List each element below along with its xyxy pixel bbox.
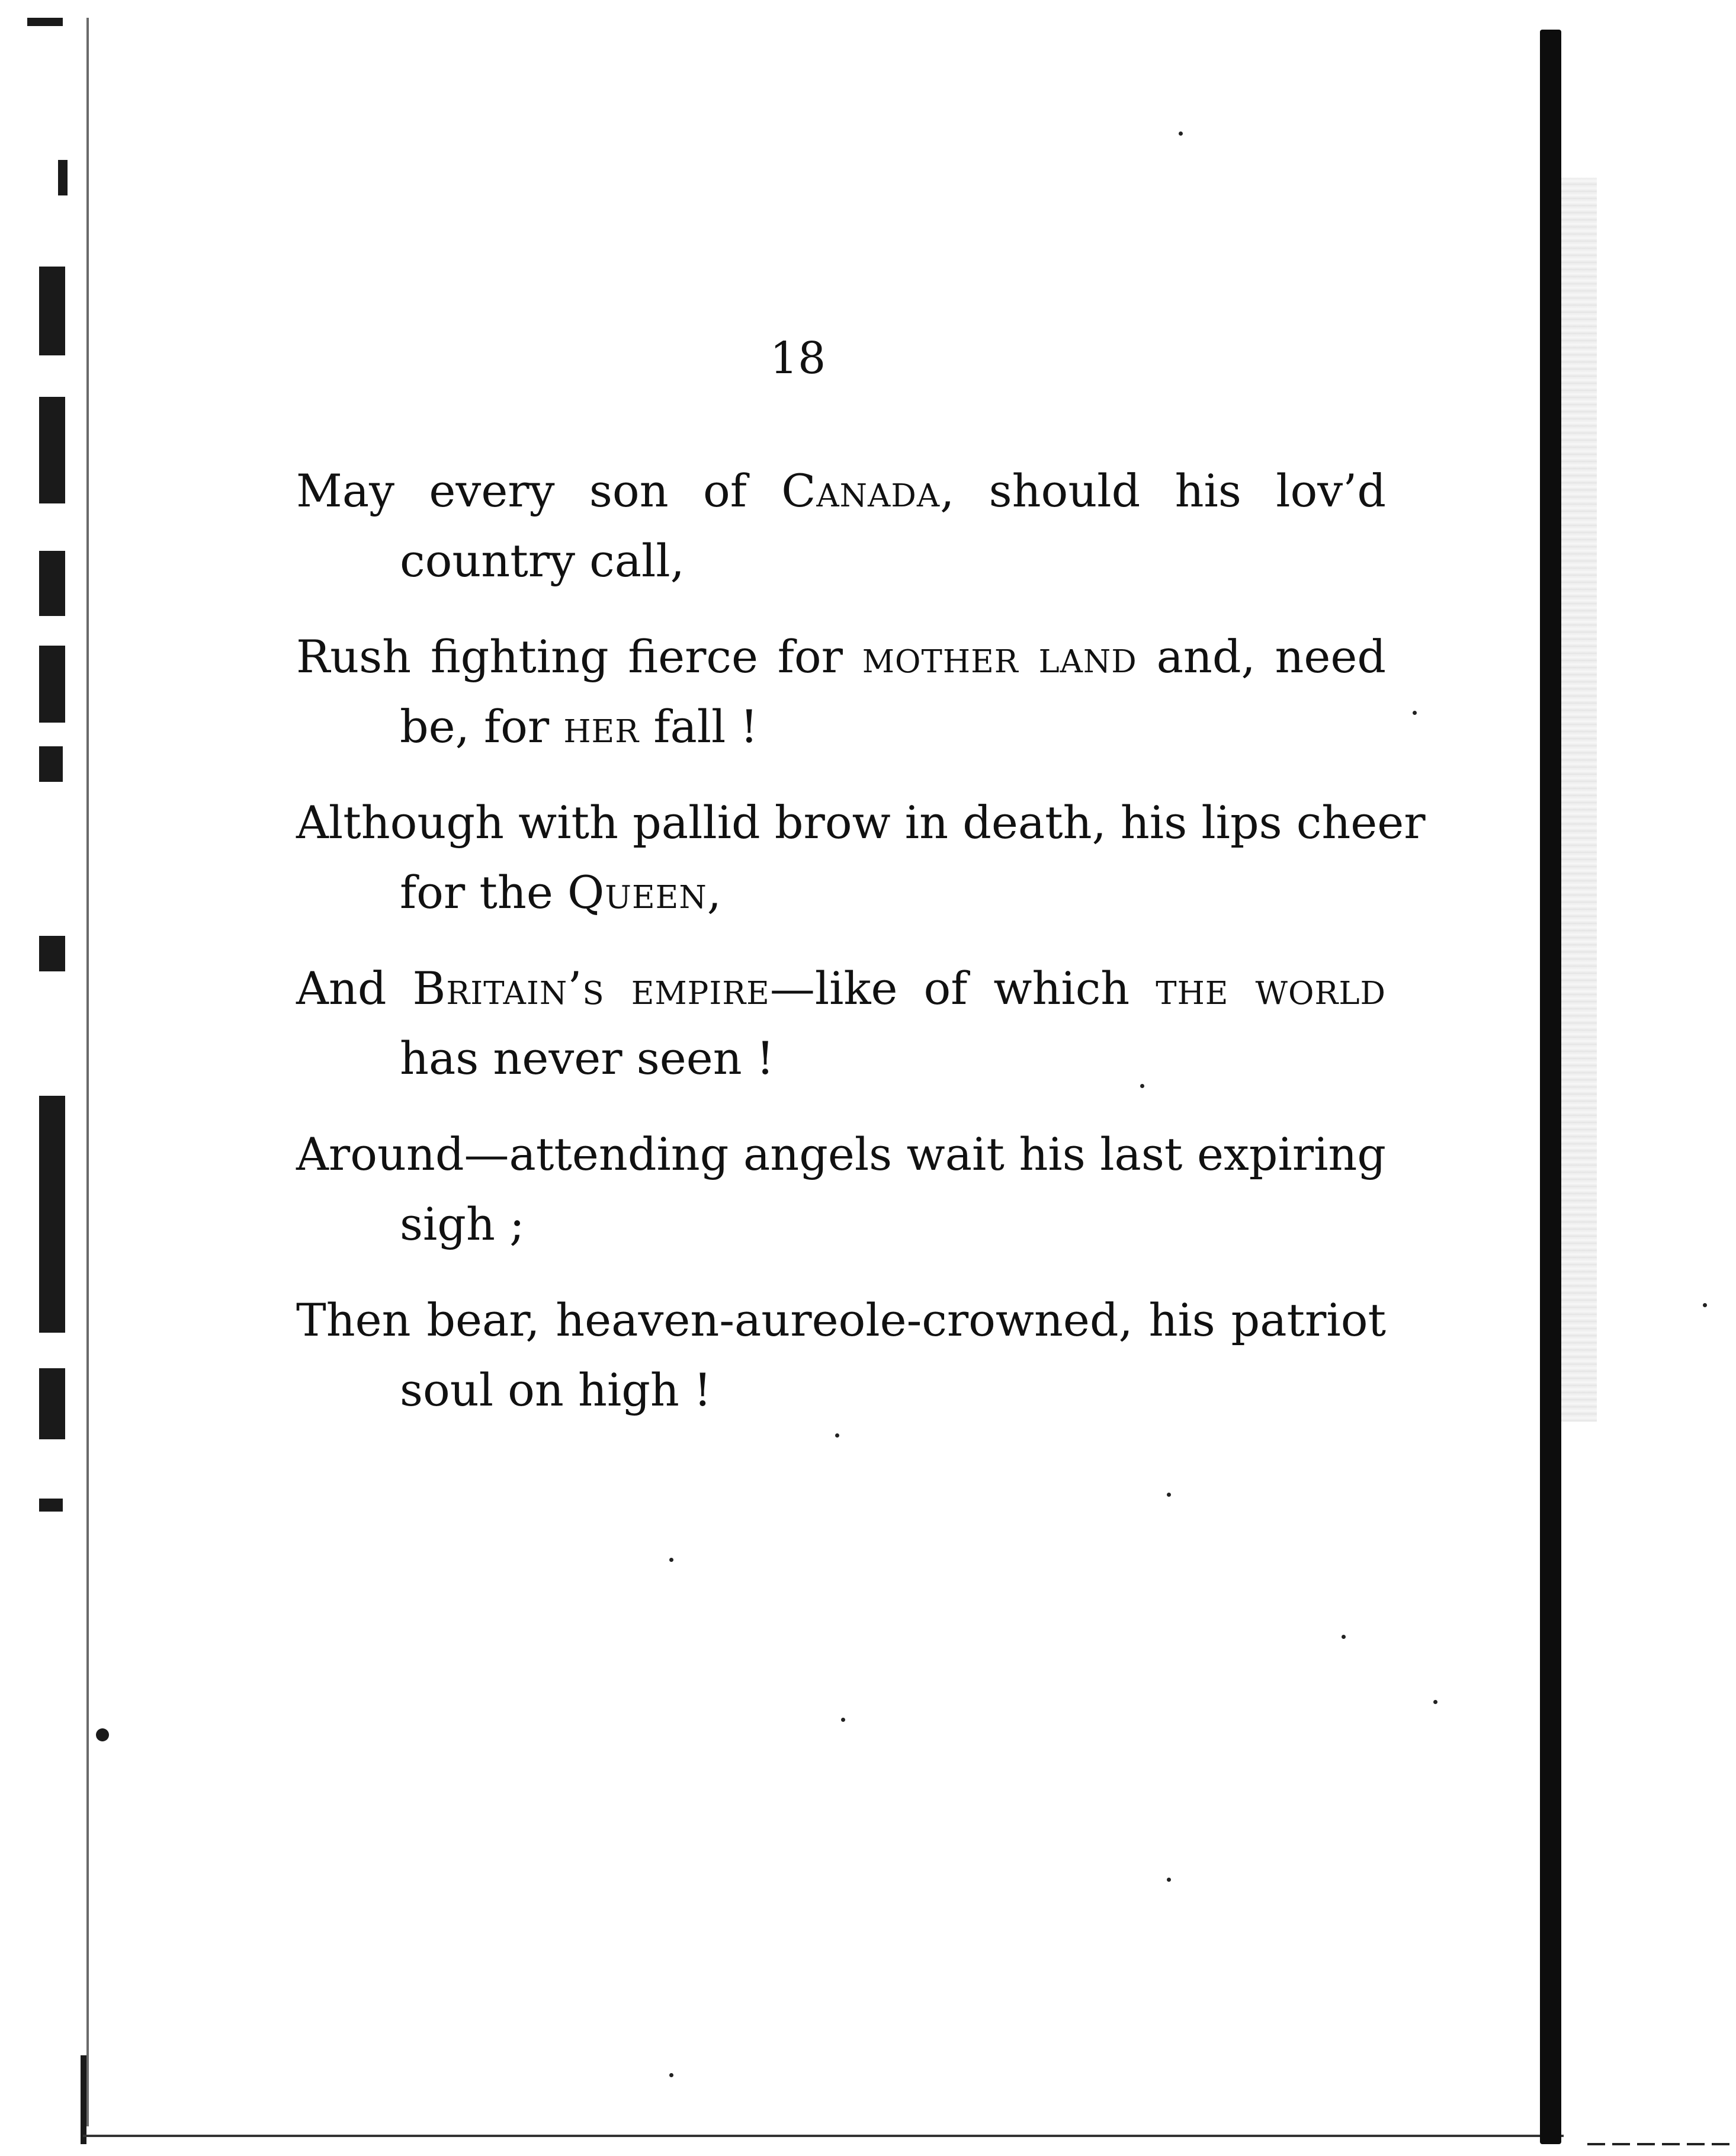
scan-speck: [841, 1718, 845, 1722]
verse-stanza: [296, 622, 1386, 762]
verse-text: Around—attending angels wait his last expiring: [296, 1128, 1386, 1180]
scan-speck: [1433, 1700, 1437, 1704]
scan-speck: [669, 2073, 673, 2077]
small-caps-text: Britain’s empire: [412, 962, 770, 1015]
poem-verses: [296, 456, 1426, 1451]
verse-stanza: [296, 1119, 1386, 1259]
verse-stanza: [296, 788, 1426, 928]
verse-stanza: [296, 954, 1386, 1093]
verse-line: [296, 622, 1386, 692]
verse-text: sigh ;: [400, 1198, 525, 1250]
verse-line-continuation: [296, 1024, 1386, 1093]
verse-text: Rush fighting fierce for: [296, 630, 862, 683]
small-caps-text: the world: [1156, 962, 1387, 1015]
small-caps-text: her: [563, 700, 640, 753]
verse-line-continuation: [296, 1189, 1386, 1259]
verse-text: —like of which: [769, 962, 1156, 1015]
small-caps-text: Canada: [781, 464, 941, 517]
verse-text: be, for: [400, 700, 564, 753]
scan-speck: [1342, 1635, 1346, 1639]
verse-line: [296, 788, 1426, 858]
verse-text: country call,: [400, 534, 685, 587]
scan-binding-edge: [21, 18, 98, 2126]
scan-right-border: [1540, 30, 1561, 2144]
verse-text: for the: [400, 866, 567, 919]
scan-speck: [1703, 1303, 1707, 1307]
scan-speck: [1167, 1878, 1171, 1882]
verse-text: Although with pallid brow in death, his lips cheer: [296, 796, 1426, 849]
scan-bottom-dash: [1587, 2143, 1736, 2145]
verse-line-continuation: [296, 526, 1386, 596]
scan-speck: [669, 1558, 673, 1562]
verse-text: has never seen !: [400, 1032, 775, 1085]
small-caps-text: mother land: [862, 630, 1137, 683]
verse-line: [296, 954, 1386, 1024]
scan-right-shadow: [1561, 178, 1597, 1422]
verse-text: , should his lov’d: [940, 464, 1386, 517]
verse-line: [296, 1285, 1386, 1355]
verse-line: [296, 456, 1386, 526]
verse-text: soul on high !: [400, 1363, 712, 1416]
verse-line-continuation: [296, 1355, 1386, 1425]
verse-stanza: [296, 456, 1386, 596]
scan-bottom-rule: [83, 2135, 1564, 2137]
scan-speck: [1167, 1493, 1171, 1497]
verse-text: ,: [707, 866, 721, 919]
verse-line-continuation: [296, 692, 1386, 762]
verse-text: fall !: [639, 700, 759, 753]
small-caps-text: Queen: [567, 866, 707, 919]
verse-stanza: [296, 1285, 1386, 1425]
verse-line-continuation: [296, 858, 1386, 928]
scan-speck: [1413, 711, 1417, 715]
verse-text: and, need: [1137, 630, 1386, 683]
verse-line: [296, 1119, 1386, 1189]
page-number: 18: [770, 333, 826, 384]
verse-text: Then bear, heaven-aureole-crowned, his patriot: [296, 1294, 1386, 1346]
verse-text: And: [296, 962, 413, 1015]
verse-text: May every son of: [296, 464, 782, 517]
scan-speck: [1179, 131, 1183, 136]
